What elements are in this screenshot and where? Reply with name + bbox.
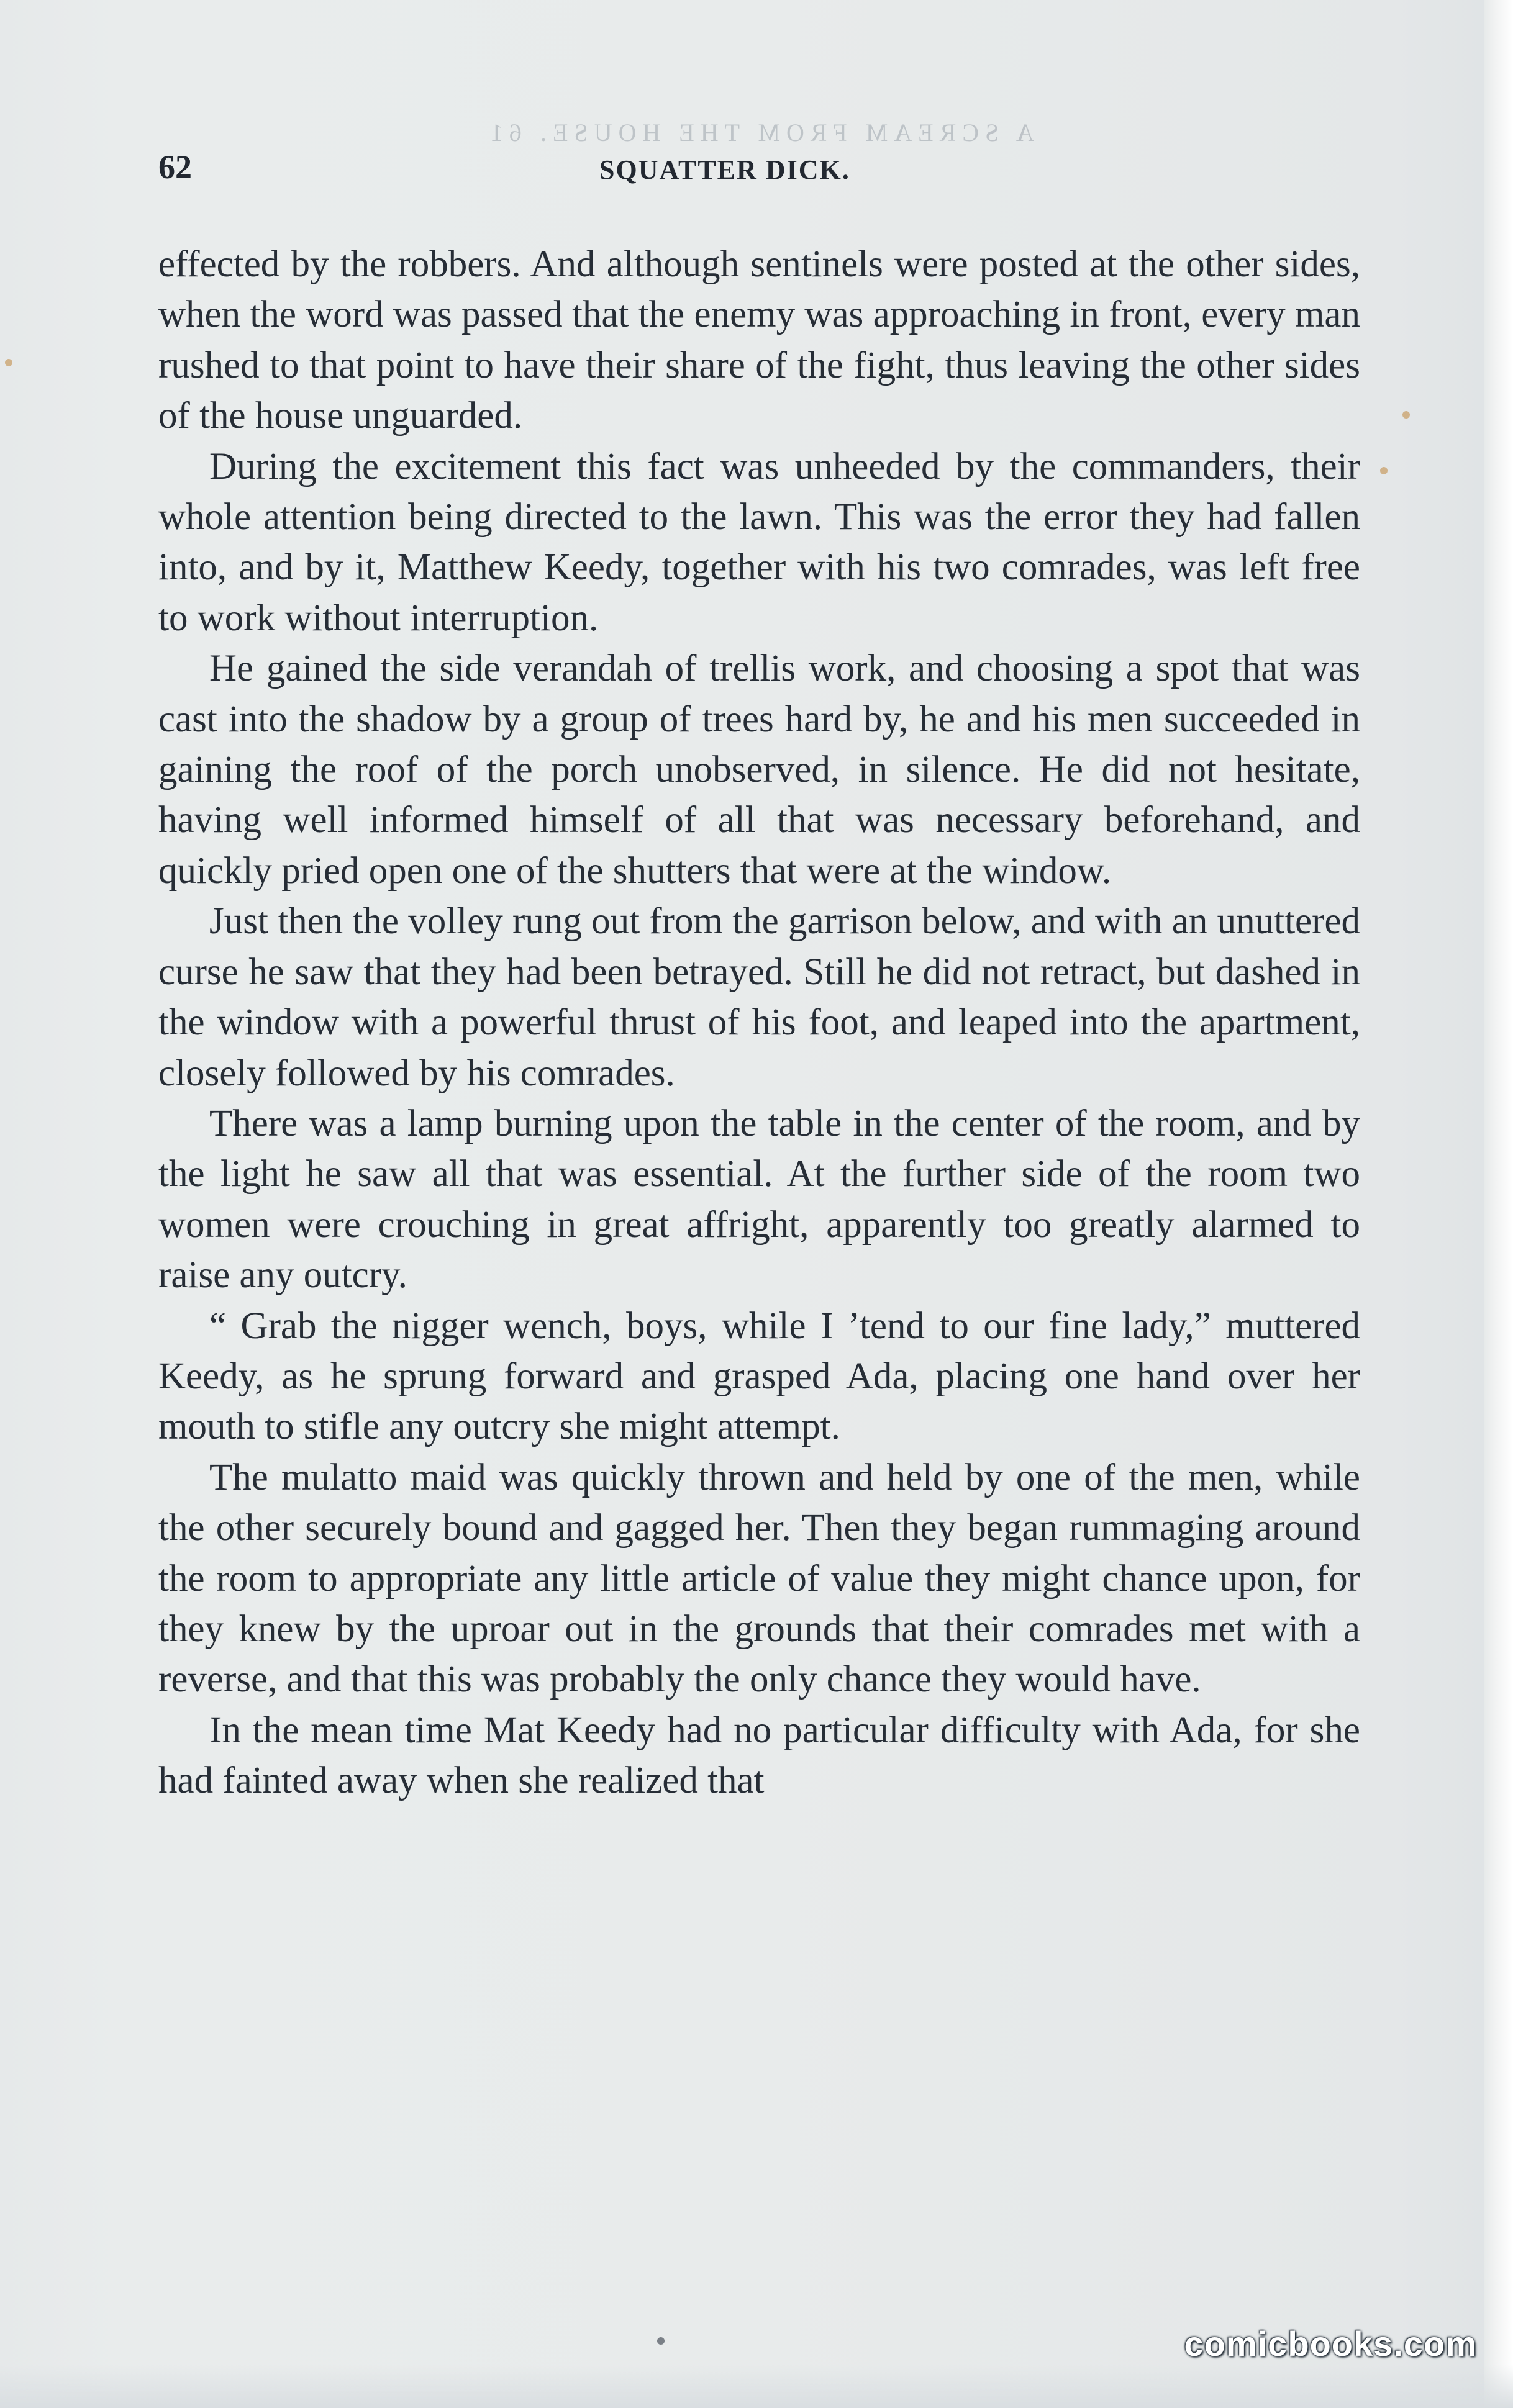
page-header xyxy=(158,148,1360,197)
paper-speck xyxy=(5,359,12,366)
paragraph: effected by the robbers. And although sentinels were posted at the other sides, when the word was passed that the enemy was approaching in front, every man rushed to that point to have their share of the fight, thus leaving the other sides of the house unguarded. xyxy=(158,243,1360,437)
page-number: 62 xyxy=(158,148,192,186)
paragraph: During the excitement this fact was unheeded by the commanders, their whole attention being directed to the lawn. This was the error they had fallen into, and by it, Matthew Keedy, together with his two comrades, was left free to work without interruption. xyxy=(158,445,1360,639)
paragraph: “ Grab the nigger wench, boys, while I ’tend to our fine lady,” muttered Keedy, as he sprung forward and grasped Ada, placing one hand over her mouth to stifle any outcry she might attempt. xyxy=(158,1305,1360,1448)
paragraph: The mulatto maid was quickly thrown and held by one of the men, while the other securely bound and gagged her. Then they began rummaging around the room to appropriate any little article of value they might chance upon, for they knew by the uproar out in the grounds that their comrades met with a reverse, and that this was probably the only chance they would have. xyxy=(158,1456,1360,1701)
page-shadow xyxy=(0,2365,1513,2408)
paper-speck xyxy=(1402,411,1410,419)
paragraph: He gained the side verandah of trellis work, and choosing a spot that was cast into the shadow by a group of trees hard by, he and his men succeeded in gaining the roof of the porch unobserved, in silence. He did not hesitate, having well informed himself of all that was necessary beforehand, and quickly pried open one of the shutters that were at the window. xyxy=(158,648,1360,892)
paper-speck xyxy=(1380,467,1388,474)
bleed-through-text: A SCREAM FROM THE HOUSE. 61 xyxy=(484,119,1034,147)
paragraph: There was a lamp burning upon the table in the center of the room, and by the light he saw all that was essential. At the further side of the room two women were crouching in great affright, apparently too greatly alarmed to raise any outcry. xyxy=(158,1102,1360,1297)
paragraph: In the mean time Mat Keedy had no particular difficulty with Ada, for she had fainted away when she realized that xyxy=(158,1709,1360,1802)
paragraph: Just then the volley rung out from the garrison below, and with an unuttered curse he saw that they had been betrayed. Still he did not retract, but dashed in the window with a powerful thrust of his foot, and leaped into the apartment, closely followed by his comrades. xyxy=(158,900,1360,1094)
running-title: SQUATTER DICK. xyxy=(599,155,850,185)
paper-speck xyxy=(657,2337,665,2345)
body-text xyxy=(158,239,1360,1806)
watermark: comicbooks.com xyxy=(1184,2324,1477,2363)
page-edge xyxy=(1484,0,1513,2408)
